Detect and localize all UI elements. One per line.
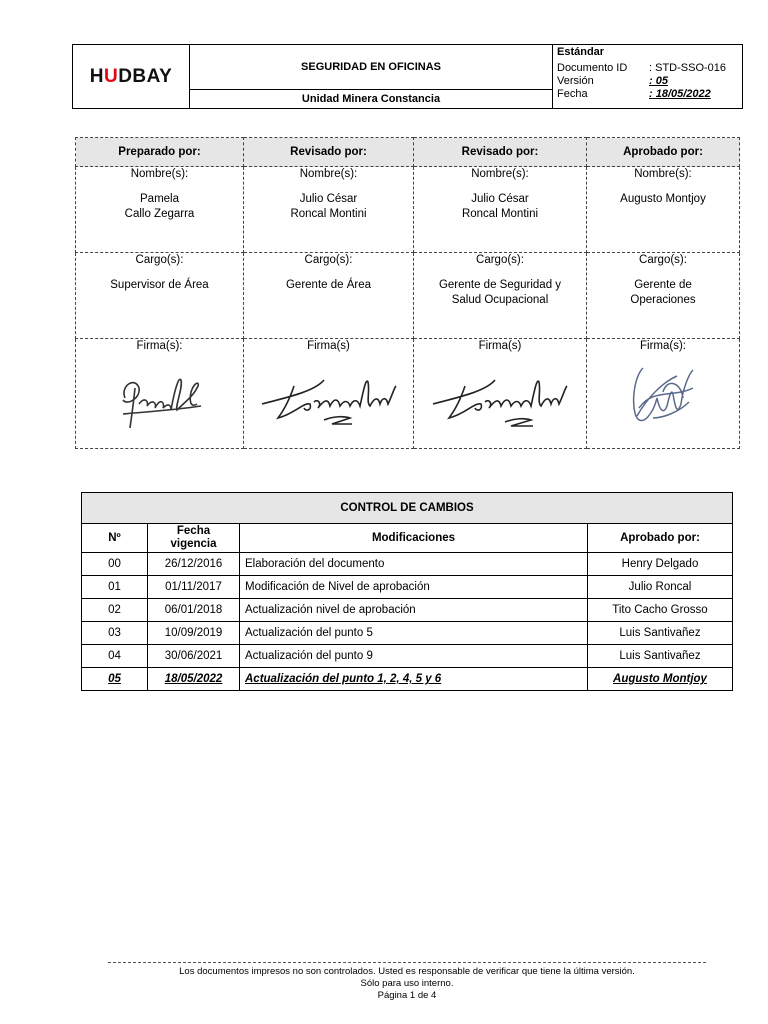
cell-approver: Henry Delgado	[588, 553, 733, 576]
change-control-table	[81, 492, 733, 691]
approval-header: Aprobado por:	[587, 138, 740, 167]
signature-image	[623, 358, 703, 436]
cell-approver: Julio Roncal	[588, 576, 733, 599]
table-row	[82, 645, 733, 668]
doc-id-row: Documento ID : STD-SSO-016	[557, 62, 727, 74]
document-subtitle: Unidad Minera Constancia	[190, 90, 553, 109]
name-cell: Nombre(s): Julio César Roncal Montini	[414, 167, 587, 253]
meta-title: Estándar	[557, 46, 605, 58]
page-number: Página 1 de 4	[377, 990, 437, 1001]
role-cell: Cargo(s): Gerente de Operaciones	[587, 253, 740, 339]
table-row	[82, 622, 733, 645]
cell-date: 01/11/2017	[148, 576, 240, 599]
signature-cell: Firma(s)	[244, 339, 414, 449]
approvals-table	[75, 137, 740, 449]
role-cell: Cargo(s): Gerente de Seguridad y Salud Ocupacional	[414, 253, 587, 339]
cell-number: 04	[82, 645, 148, 668]
cell-number: 03	[82, 622, 148, 645]
cell-modification: Actualización del punto 1, 2, 4, 5 y 6	[240, 668, 588, 691]
table-row	[82, 576, 733, 599]
cell-number: 05	[82, 668, 148, 691]
table-row	[82, 599, 733, 622]
role-cell: Cargo(s): Supervisor de Área	[76, 253, 244, 339]
footer-disclaimer: Los documentos impresos no son controlados. Usted es responsable de verificar que tiene la última versión.	[179, 966, 635, 977]
cell-modification: Actualización nivel de aprobación	[240, 599, 588, 622]
change-control-title: CONTROL DE CAMBIOS	[82, 493, 733, 524]
name-cell: Nombre(s): Augusto Montjoy	[587, 167, 740, 253]
cell-approver: Luis Santivañez	[588, 622, 733, 645]
date-row: Fecha : 18/05/2022	[557, 88, 711, 100]
version-row: Versión : 05	[557, 75, 668, 87]
document-title: SEGURIDAD EN OFICINAS	[190, 45, 553, 90]
cell-date: 26/12/2016	[148, 553, 240, 576]
cell-number: 00	[82, 553, 148, 576]
col-header-number: Nº	[82, 524, 148, 553]
signature-cell: Firma(s):	[76, 339, 244, 449]
table-row-current	[82, 668, 733, 691]
approval-header: Preparado por:	[76, 138, 244, 167]
cell-approver: Luis Santivañez	[588, 645, 733, 668]
table-row	[82, 553, 733, 576]
cell-date: 30/06/2021	[148, 645, 240, 668]
cell-date: 10/09/2019	[148, 622, 240, 645]
footer-internal-use: Sólo para uso interno.	[360, 978, 454, 989]
col-header-date: Fecha vigencia	[148, 524, 240, 553]
approval-header: Revisado por:	[244, 138, 414, 167]
cell-modification: Modificación de Nivel de aprobación	[240, 576, 588, 599]
hudbay-logo: HUDBAY	[89, 65, 173, 87]
name-cell: Nombre(s): Julio César Roncal Montini	[244, 167, 414, 253]
col-header-modifications: Modificaciones	[240, 524, 588, 553]
signature-image	[105, 358, 215, 433]
cell-number: 02	[82, 599, 148, 622]
cell-number: 01	[82, 576, 148, 599]
col-header-approved: Aprobado por:	[588, 524, 733, 553]
page-footer	[108, 962, 706, 1002]
signature-cell: Firma(s):	[587, 339, 740, 449]
document-meta	[553, 45, 743, 109]
document-header	[72, 44, 743, 109]
cell-approver: Tito Cacho Grosso	[588, 599, 733, 622]
approval-header: Revisado por:	[414, 138, 587, 167]
logo-cell	[73, 45, 190, 109]
name-cell: Nombre(s): Pamela Callo Zegarra	[76, 167, 244, 253]
signature-image	[254, 358, 404, 433]
cell-date: 06/01/2018	[148, 599, 240, 622]
cell-date: 18/05/2022	[148, 668, 240, 691]
cell-modification: Elaboración del documento	[240, 553, 588, 576]
cell-modification: Actualización del punto 9	[240, 645, 588, 668]
signature-cell: Firma(s)	[414, 339, 587, 449]
signature-image	[425, 358, 575, 433]
role-cell: Cargo(s): Gerente de Área	[244, 253, 414, 339]
cell-modification: Actualización del punto 5	[240, 622, 588, 645]
cell-approver: Augusto Montjoy	[588, 668, 733, 691]
